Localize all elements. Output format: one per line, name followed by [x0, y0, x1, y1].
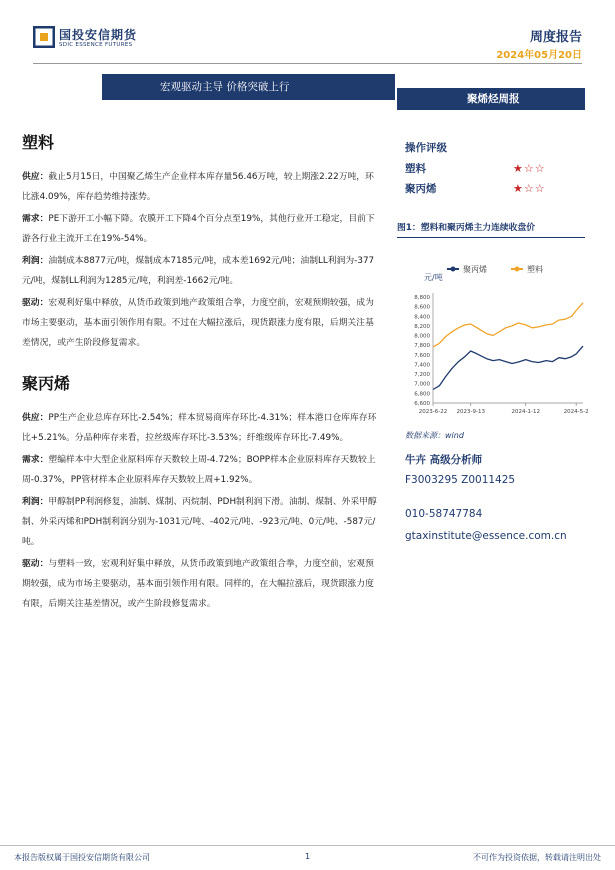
plastic-supply [22, 167, 380, 207]
plastic-demand [22, 209, 380, 249]
plastic-demand-label: 需求： [22, 214, 49, 224]
analyst-phone: 010-58747784 [405, 508, 483, 520]
rating-row-plastic [405, 159, 585, 179]
company-logo [33, 24, 143, 54]
rating-name: 聚丙烯 [405, 183, 437, 195]
y-tick-label: 8,200 [414, 323, 430, 330]
logo-mark-icon [33, 26, 55, 48]
plastic-driver [22, 293, 380, 353]
pp-profit-label: 利润： [22, 497, 49, 507]
y-tick-label: 7,400 [414, 362, 430, 369]
plastic-profit [22, 251, 380, 291]
page-number: 1 [305, 852, 311, 861]
x-tick-label: 2024-5-2 [563, 409, 589, 415]
y-axis-unit: 元/吨 [424, 273, 443, 282]
main-content [22, 130, 380, 614]
y-tick-label: 7,000 [414, 381, 430, 388]
rating-stars: ★☆☆ [513, 182, 546, 195]
y-tick-label: 8,600 [414, 304, 430, 311]
rating-title: 操作评级 [405, 142, 447, 154]
pp-profit-text: 甲醇制PP利润修复，油制、煤制、丙烷制、PDH制利润下滑。油制、煤制、外采甲醇制、外采丙烯和PDH制利润分别为-1031元/吨、-402元/吨、-923元/吨、0元/吨、-587元/吨。 [22, 497, 377, 547]
footer-copyright: 本报告版权属于国投安信期货有限公司 [14, 853, 150, 862]
y-tick-label: 8,800 [414, 295, 430, 301]
report-type: 周度报告 [529, 30, 582, 45]
figure-title: 图1：塑料和聚丙烯主力连续收盘价 [397, 220, 585, 238]
plastic-profit-label: 利润： [22, 256, 49, 266]
pp-profit [22, 492, 380, 552]
y-tick-label: 7,200 [414, 372, 430, 379]
footer-disclaimer: 不可作为投资依据，转载请注明出处 [473, 853, 601, 862]
price-line-chart [397, 255, 597, 430]
series-line-pp [433, 346, 583, 389]
y-tick-label: 7,800 [414, 343, 430, 350]
y-tick-label: 8,000 [414, 333, 430, 340]
x-tick-label: 2023-6-22 [418, 409, 448, 415]
pp-demand [22, 450, 380, 490]
rating-row-pp [405, 179, 585, 199]
pp-demand-text: 塑编样本中大型企业原料库存天数较上周-4.72%；BOPP样本企业原料库存天数较上周-0.37%，PP管材样本企业原料库存天数较上周+1.92%。 [22, 455, 376, 485]
legend-label: 聚丙烯 [463, 265, 487, 274]
analyst-email: gtaxinstitute@essence.com.cn [405, 530, 567, 542]
plastic-demand-text: PE下游开工小幅下降。农膜开工下降4个百分点至19%，其他行业开工稳定，目前下游各行业主流开工在19%-54%。 [22, 214, 375, 244]
report-title-banner: 宏观驱动主导 价格突破上行 [102, 74, 395, 100]
section-title-plastic: 塑料 [22, 133, 55, 152]
section-title-pp: 聚丙烯 [22, 374, 71, 393]
y-tick-label: 8,400 [414, 314, 430, 321]
legend-marker [451, 267, 456, 272]
plastic-profit-text: 油制成本8877元/吨，煤制成本7185元/吨，成本差1692元/吨；油制LL利润为-377元/吨，煤制LL利润为1285元/吨，利润差-1662元/吨。 [22, 256, 375, 286]
legend-label: 塑料 [527, 265, 543, 274]
footer-divider [0, 845, 615, 846]
pp-demand-label: 需求： [22, 455, 49, 465]
plastic-supply-label: 供应： [22, 172, 49, 182]
analyst-certificate: F3003295 Z0011425 [405, 474, 516, 486]
pp-driver-text: 与塑料一致，宏观利好集中释放，从货币政策到地产政策组合拳，力度空前，宏观预期较强，成为市场主要驱动，基本面引领作用有限。同样的，在大幅拉涨后，现货跟涨力度有限，后期关注基差情况，或产生阶段修复需求。 [22, 559, 374, 609]
pp-supply [22, 408, 380, 448]
rating-stars: ★☆☆ [513, 162, 546, 175]
series-line-plastic [433, 303, 583, 347]
legend-marker [515, 267, 520, 272]
analyst-name: 牛卉 高级分析师 [405, 454, 483, 466]
plastic-driver-label: 驱动： [22, 298, 49, 308]
logo-name-en: SDIC ESSENCE FUTURES [59, 42, 133, 48]
pp-driver [22, 554, 380, 614]
header-divider [33, 63, 582, 64]
logo-name-cn: 国投安信期货 [59, 28, 138, 42]
rating-name: 塑料 [405, 163, 426, 175]
plastic-driver-text: 宏观利好集中释放，从货币政策到地产政策组合拳，力度空前，宏观预期较强，成为市场主要驱动，基本面引领作用有限。不过在大幅拉涨后，现货跟涨力度有限，后期关注基差情况，或产生阶段修复需求。 [22, 298, 374, 348]
data-source: 数据来源：wind [405, 431, 464, 440]
y-tick-label: 6,600 [414, 401, 430, 407]
pp-supply-label: 供应： [22, 413, 49, 423]
y-tick-label: 6,800 [414, 391, 430, 398]
report-date: 2024年05月20日 [496, 50, 582, 61]
x-tick-label: 2024-1-12 [511, 409, 540, 415]
pp-driver-label: 驱动： [22, 559, 49, 569]
y-tick-label: 7,600 [414, 352, 430, 359]
plastic-supply-text: 截止5月15日，中国聚乙烯生产企业样本库存量56.46万吨，较上期涨2.22万吨，环比涨4.09%，库存趋势维持涨势。 [22, 172, 374, 202]
sidebar [405, 140, 585, 199]
pp-supply-text: PP生产企业总库存环比-2.54%；样本贸易商库存环比-4.31%；样本港口仓库库存环比+5.21%。分品种库存来看，拉丝级库存环比-3.53%；纤维级库存环比-7.49%。 [22, 413, 377, 443]
x-tick-label: 2023-9-13 [456, 409, 485, 415]
report-series-banner: 聚烯烃周报 [397, 88, 585, 110]
